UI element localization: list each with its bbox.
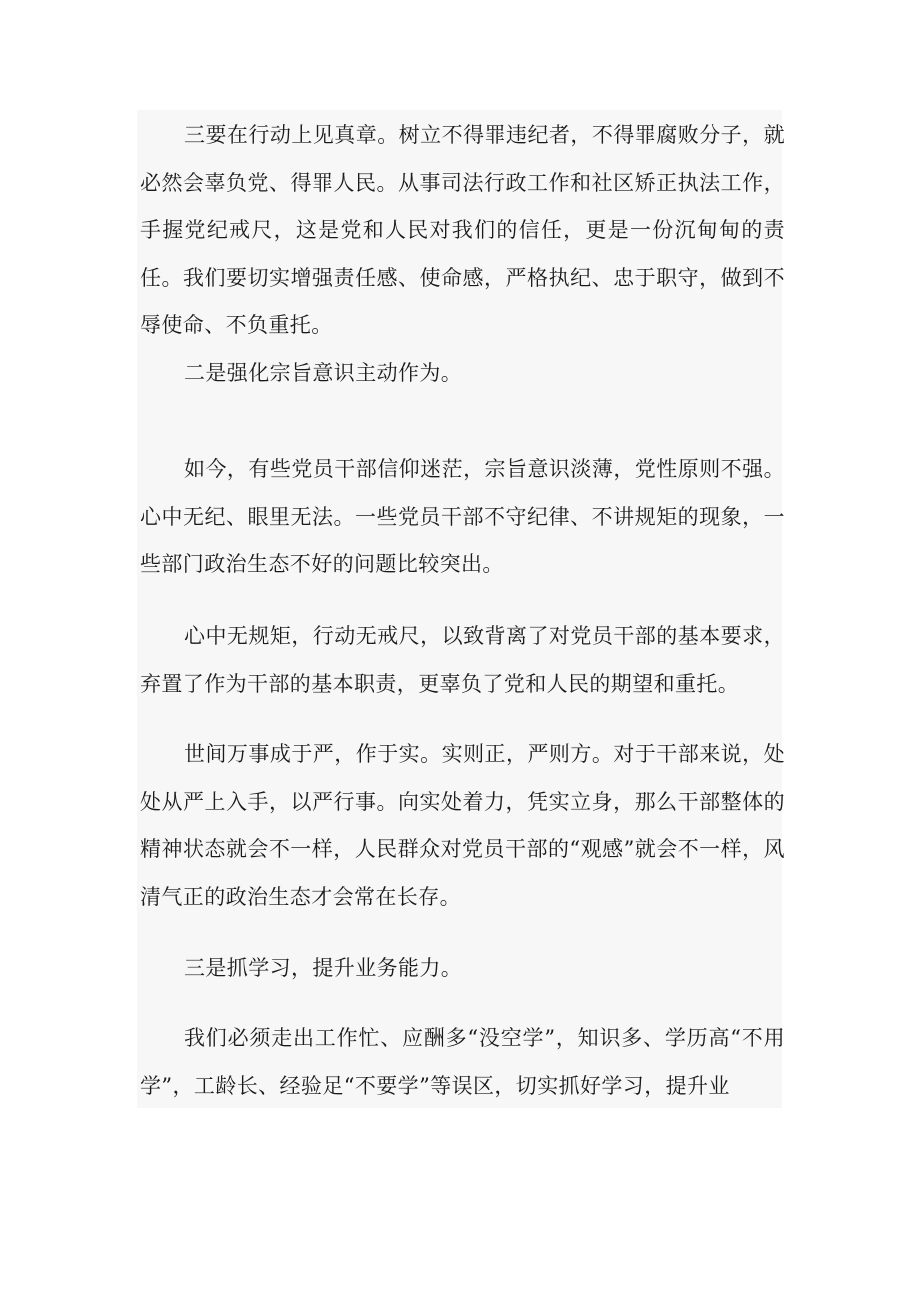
paragraph-heading-2: 二是强化宗旨意识主动作为。 [184,361,463,385]
paragraph-action: 三要在行动上见真章。树立不得罪违纪者，不得罪腐败分子，就必然会辜负党、得罪人民。从事司法行政工作和社区矫正执法工作，手握党纪戒尺，这是党和人民对我们的信任，更是一份沉甸甸的责任。我们要切实增强责任感、使命感，严格执纪、忠于职守，做到不辱使命、不负重托。 [140,123,785,337]
paragraph-no-rules: 心中无规矩，行动无戒尺，以致背离了对党员干部的基本要求，弃置了作为干部的基本职责，更辜负了党和人民的期望和重托。 [140,624,785,696]
paragraph-study: 我们必须走出工作忙、应酬多“没空学”，知识多、学历高“不用学”，工龄长、经验足“不要学”等误区，切实抓好学习，提升业 [140,1026,785,1098]
paragraph-current-issues: 如今，有些党员干部信仰迷茫，宗旨意识淡薄，党性原则不强。心中无纪、眼里无法。一些党员干部不守纪律、不讲规矩的现象，一些部门政治生态不好的问题比较突出。 [140,457,785,576]
paragraph-heading-3: 三是抓学习，提升业务能力。 [184,956,463,980]
paragraph-strict-practical: 世间万事成于严，作于实。实则正，严则方。对于干部来说，处处从严上入手，以严行事。向实处着力，凭实立身，那么干部整体的精神状态就会不一样，人民群众对党员干部的“观感”就会不一样，风清气正的政治生态才会常在长存。 [140,742,785,909]
